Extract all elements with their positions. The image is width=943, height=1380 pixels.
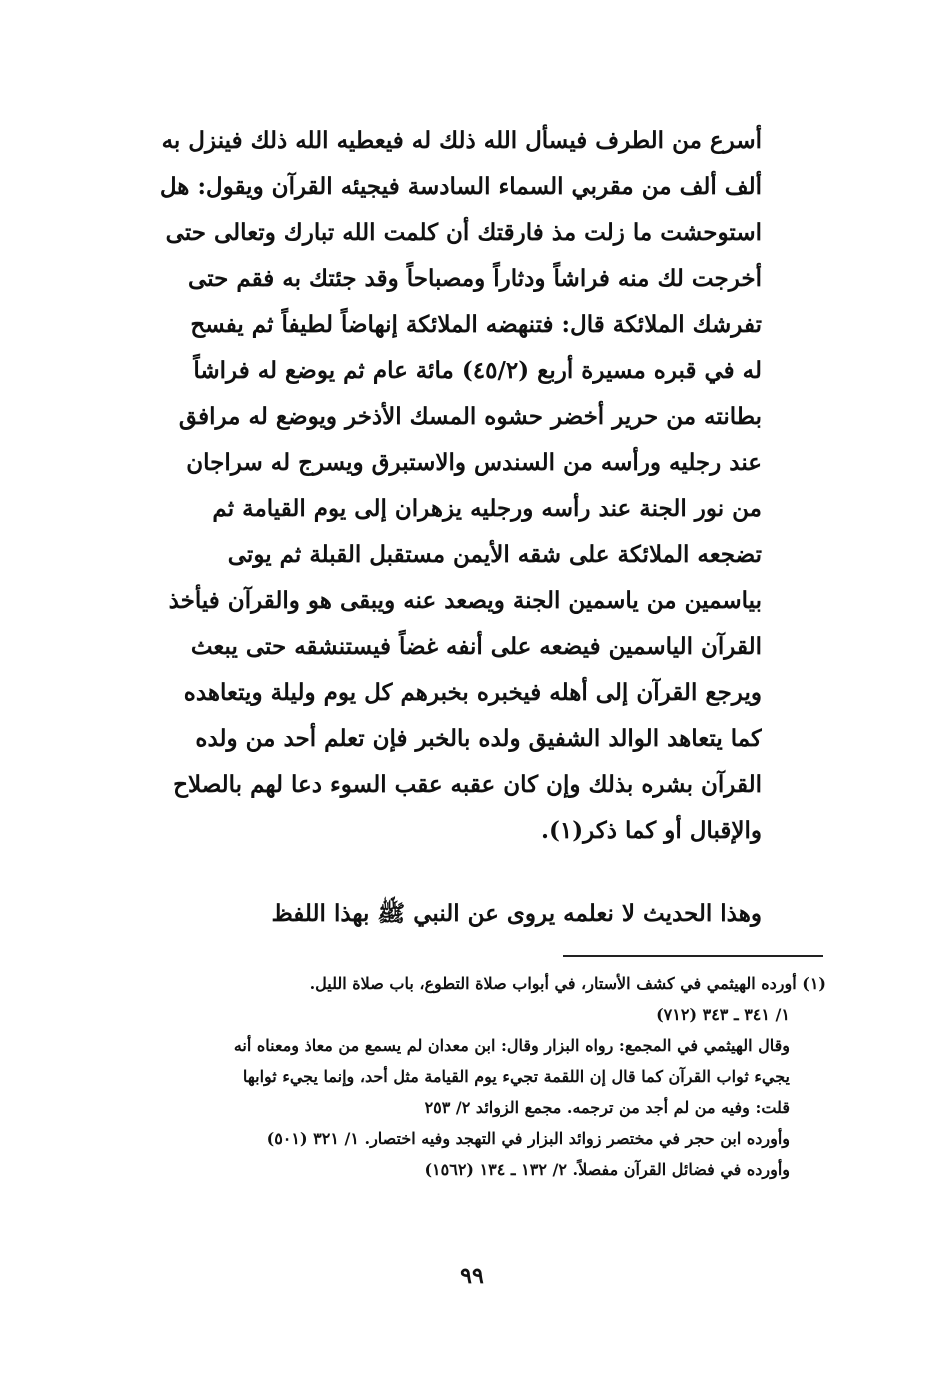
body-line: بطانته من حرير أخضر حشوه المسك الأذخر ويوضع له مرافق (178, 403, 762, 430)
footnote-line: وأورده ابن حجر في مختصر زوائد البزار في التهجد وفيه اختصار. ١/ ٣٢١ (٥٠١) (266, 1129, 790, 1148)
footnote-line: وقال الهيثمي في المجمع: رواه البزار وقال: ابن معدان لم يسمع من معاذ ومعناه أنه (233, 1036, 790, 1055)
closing-line: وهذا الحديث لا نعلمه يروى عن النبي ﷺ بهذا اللفظ (271, 900, 762, 927)
body-line: والإقبال أو كما ذكر(١). (540, 817, 762, 844)
footnote-line: قلت: وفيه من لم أجد من ترجمه. مجمع الزوائد ٢/ ٢٥٣ (424, 1098, 790, 1117)
footnote-line: (١) أورده الهيثمي في كشف الأستار، في أبواب صلاة التطوع، باب صلاة الليل. (309, 974, 826, 993)
body-line: استوحشت ما زلت مذ فارقتك أن كلمت الله تبارك وتعالى حتى (165, 219, 762, 246)
body-line: من نور الجنة عند رأسه ورجليه يزهران إلى يوم القيامة ثم (212, 495, 762, 522)
footnote-separator (563, 955, 823, 957)
body-line: أسرع من الطرف فيسأل الله ذلك له فيعطيه الله ذلك فينزل به (161, 127, 762, 154)
body-line: تفرشك الملائكة قال: فتنهضه الملائكة إنهاضاً لطيفاً ثم يفسح (190, 311, 762, 338)
body-line: القرآن الياسمين فيضعه على أنفه غضاً فيستنشقه حتى يبعث (190, 633, 762, 660)
footnote-line: ١/ ٣٤١ ـ ٣٤٣ (٧١٢) (656, 1005, 790, 1024)
body-line: أخرجت لك منه فراشاً ودثاراً ومصباحاً وقد جئتك به فقم حتى (188, 265, 762, 292)
body-line: بياسمين من ياسمين الجنة ويصعد عنه ويبقى هو والقرآن فيأخذ (168, 587, 762, 614)
body-line: ألف ألف من مقربي السماء السادسة فيجيئه القرآن ويقول: هل (159, 173, 762, 200)
body-line: ويرجع القرآن إلى أهله فيخبره بخبرهم كل يوم وليلة ويتعاهده (183, 679, 762, 706)
body-line: تضجعه الملائكة على شقه الأيمن مستقبل القبلة ثم يوتى (227, 541, 762, 568)
footnote-line: وأورده في فضائل القرآن مفصلاً. ٢/ ١٣٢ ـ ١٣٤ (١٥٦٢) (424, 1160, 790, 1179)
main-text-block (132, 118, 762, 854)
page-number: ٩٩ (460, 1263, 484, 1289)
body-line: له في قبره مسيرة أربع (٤٥/٢) مائة عام ثم يوضع له فراشاً (193, 357, 762, 384)
body-line: كما يتعاهد الوالد الشفيق ولده بالخبر فإن تعلم أحد من ولده (195, 725, 762, 752)
footnotes-block (120, 968, 826, 1185)
footnote-line: يجيء ثواب القرآن كما قال إن اللقمة تجيء يوم القيامة مثل أحد، وإنما يجيء ثوابها (242, 1067, 790, 1086)
body-line: القرآن بشره بذلك وإن كان عقبه عقب السوء دعا لهم بالصلاح (173, 771, 762, 798)
body-line: عند رجليه ورأسه من السندس والاستبرق ويسرج له سراجان (186, 449, 762, 476)
